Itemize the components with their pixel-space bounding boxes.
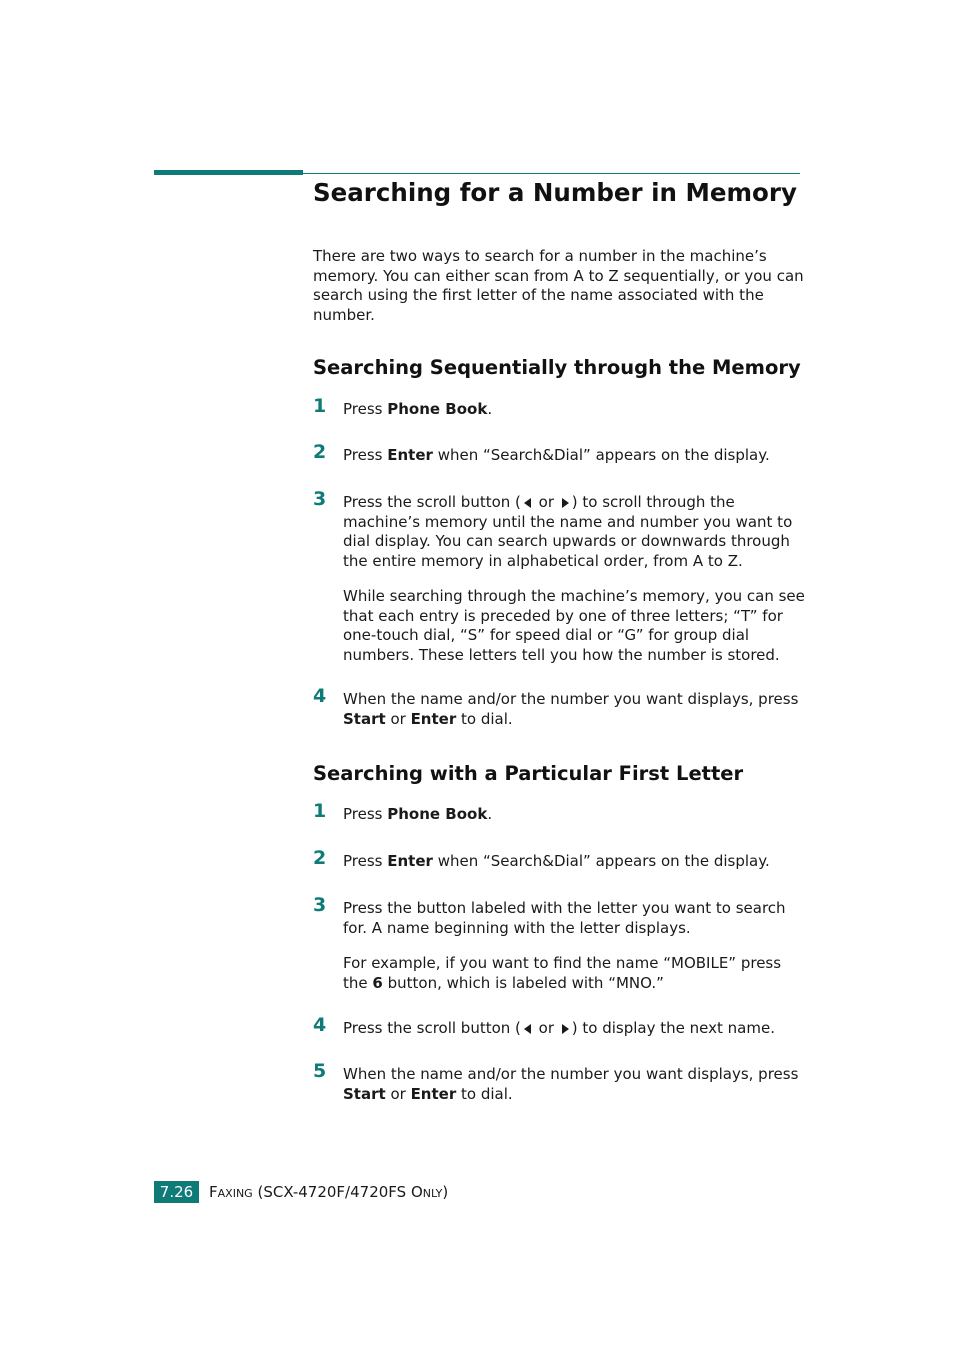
seq-step-1 [313,395,808,420]
page-number: 7.26 [154,1181,199,1203]
letter-step-4 [313,1014,808,1039]
step-text: When the name and/or the number you want displays, press Start or Enter to dial. [343,1065,799,1103]
step-number: 4 [313,1014,327,1036]
footer-chapter: Faxing (SCX-4720F/4720FS Only) [209,1183,449,1201]
scroll-right-icon [562,1024,569,1034]
step-number: 2 [313,847,327,869]
step-number: 2 [313,441,327,463]
scroll-left-icon [524,1024,531,1034]
step-text: When the name and/or the number you want displays, press Start or Enter to dial. [343,690,799,728]
step-note: While searching through the machine’s memory, you can see that each entry is preceded by one of three letters; “T” for one-touch dial, “S” for speed dial or “G” for group dial numbers. These letters tell you how the number is stored. [343,587,805,664]
letter-step-3 [313,894,808,993]
step-text: Press the button labeled with the letter you want to search for. A name beginning with the letter displays. [343,899,786,937]
step-text: Press Enter when “Search&Dial” appears on the display. [343,852,770,870]
seq-step-4 [313,685,808,729]
section-heading-sequential: Searching Sequentially through the Memory [313,356,801,379]
letter-step-1 [313,800,808,825]
step-text: Press Enter when “Search&Dial” appears on the display. [343,446,770,464]
scroll-right-icon [562,498,569,508]
intro-paragraph: There are two ways to search for a number in the machine’s memory. You can either scan from A to Z sequentially, or you can search using the first letter of the name associated with the number. [313,247,804,324]
step-number: 5 [313,1060,327,1082]
step-number: 3 [313,488,327,510]
letter-step-2 [313,847,808,872]
page-title: Searching for a Number in Memory [313,178,797,207]
step-number: 1 [313,395,327,417]
scroll-left-icon [524,498,531,508]
header-rule-thin [303,173,800,174]
header-rule-thick [154,170,303,175]
seq-step-2 [313,441,808,466]
section-heading-first-letter: Searching with a Particular First Letter [313,762,744,785]
step-text: Press Phone Book. [343,805,493,823]
seq-step-3 [313,488,808,665]
step-text: Press Phone Book. [343,400,493,418]
letter-step-5 [313,1060,808,1104]
step-number: 1 [313,800,327,822]
step-text: Press the scroll button ( or ) to scroll through the machine’s memory until the name and number you want to dial display. You can search upwards or downwards through the entire memory in alphabetical order, from A to Z. [343,493,793,570]
step-number: 4 [313,685,327,707]
step-text: Press the scroll button ( or ) to display the next name. [343,1019,775,1037]
step-note: For example, if you want to find the name “MOBILE” press the 6 button, which is labeled with “MNO.” [343,954,782,992]
step-number: 3 [313,894,327,916]
